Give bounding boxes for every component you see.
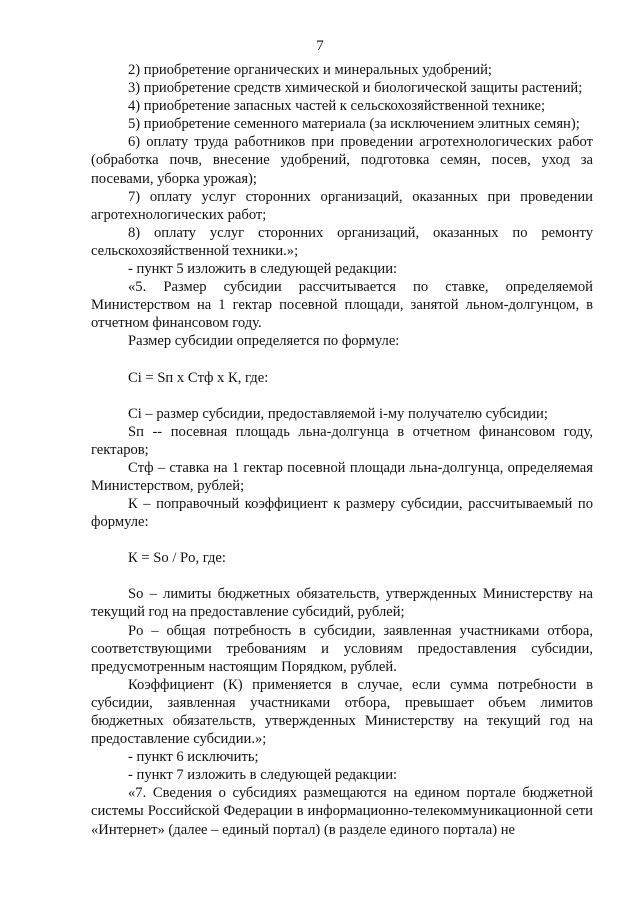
document-body bbox=[91, 61, 593, 839]
paragraph-po-definition: Pо – общая потребность в субсидии, заявленная участниками отбора, соответствующими требованиям и условиям предоставления субсидии, предусмотренным настоящим Порядком, рублей. bbox=[91, 622, 593, 675]
paragraph-ctf-definition: Cтф – ставка на 1 гектар посевной площади льна-долгунца, определяемая Министерством, рублей; bbox=[91, 459, 593, 494]
paragraph-k-definition: К – поправочный коэффициент к размеру субсидии, рассчитываемый по формуле: bbox=[91, 496, 593, 531]
paragraph-item-8: 8) оплату услуг сторонних организаций, оказанных по ремонту сельскохозяйственной техники.»; bbox=[91, 224, 593, 259]
paragraph-item-7: 7) оплату услуг сторонних организаций, оказанных при проведении агротехнологических работ; bbox=[91, 188, 593, 223]
paragraph-sp-definition: Sп -- посевная площадь льна-долгунца в отчетном финансовом году, гектаров; bbox=[91, 423, 593, 458]
paragraph-coefficient-applies: Коэффициент (К) применяется в случае, если сумма потребности в субсидии, заявленная участниками отбора, превышает объем лимитов бюджетных обязательств, утвержденных Министерству на текущий год на предоставление субсидии.»; bbox=[91, 676, 593, 748]
formula-coefficient: К = Sо / Pо, где: bbox=[128, 550, 226, 567]
paragraph-item-5: 5) приобретение семенного материала (за исключением элитных семян); bbox=[128, 116, 580, 133]
paragraph-item-2: 2) приобретение органических и минеральных удобрений; bbox=[128, 62, 492, 78]
paragraph-formula-intro: Размер субсидии определяется по формуле: bbox=[128, 333, 400, 350]
paragraph-point6-remove: - пункт 6 исключить; bbox=[128, 749, 259, 766]
formula-subsidy: Ci = Sп x Cтф x К, где: bbox=[128, 369, 269, 386]
paragraph-point7-intro: - пункт 7 изложить в следующей редакции: bbox=[128, 767, 398, 784]
paragraph-so-definition: Sо – лимиты бюджетных обязательств, утвержденных Министерству на текущий год на предоставление субсидий, рублей; bbox=[91, 586, 593, 621]
paragraph-point5-intro: - пункт 5 изложить в следующей редакции: bbox=[128, 261, 398, 278]
paragraph-item-3: 3) приобретение средств химической и биологической защиты растений; bbox=[128, 80, 583, 97]
paragraph-item-4: 4) приобретение запасных частей к сельскохозяйственной технике; bbox=[128, 98, 546, 115]
paragraph-point5-text: «5. Размер субсидии рассчитывается по ставке, определяемой Министерством на 1 гектар посевной площади, занятой льном-долгунцом, в отчетном финансовом году. bbox=[91, 279, 593, 332]
paragraph-item-6: 6) оплату труда работников при проведении агротехнологических работ (обработка почв, внесение удобрений, подготовка семян, посев, уход за посевами, уборка урожая); bbox=[91, 134, 593, 187]
page-number: 7 bbox=[316, 38, 324, 54]
paragraph-point7-text: «7. Сведения о субсидиях размещаются на едином портале бюджетной системы Российской Федерации в информационно-телекоммуникационной сети «Интернет» (далее – единый портал) (в разделе единого портала) не bbox=[91, 785, 593, 838]
paragraph-ci-definition: Ci – размер субсидии, предоставляемой i-му получателю субсидии; bbox=[128, 405, 548, 422]
